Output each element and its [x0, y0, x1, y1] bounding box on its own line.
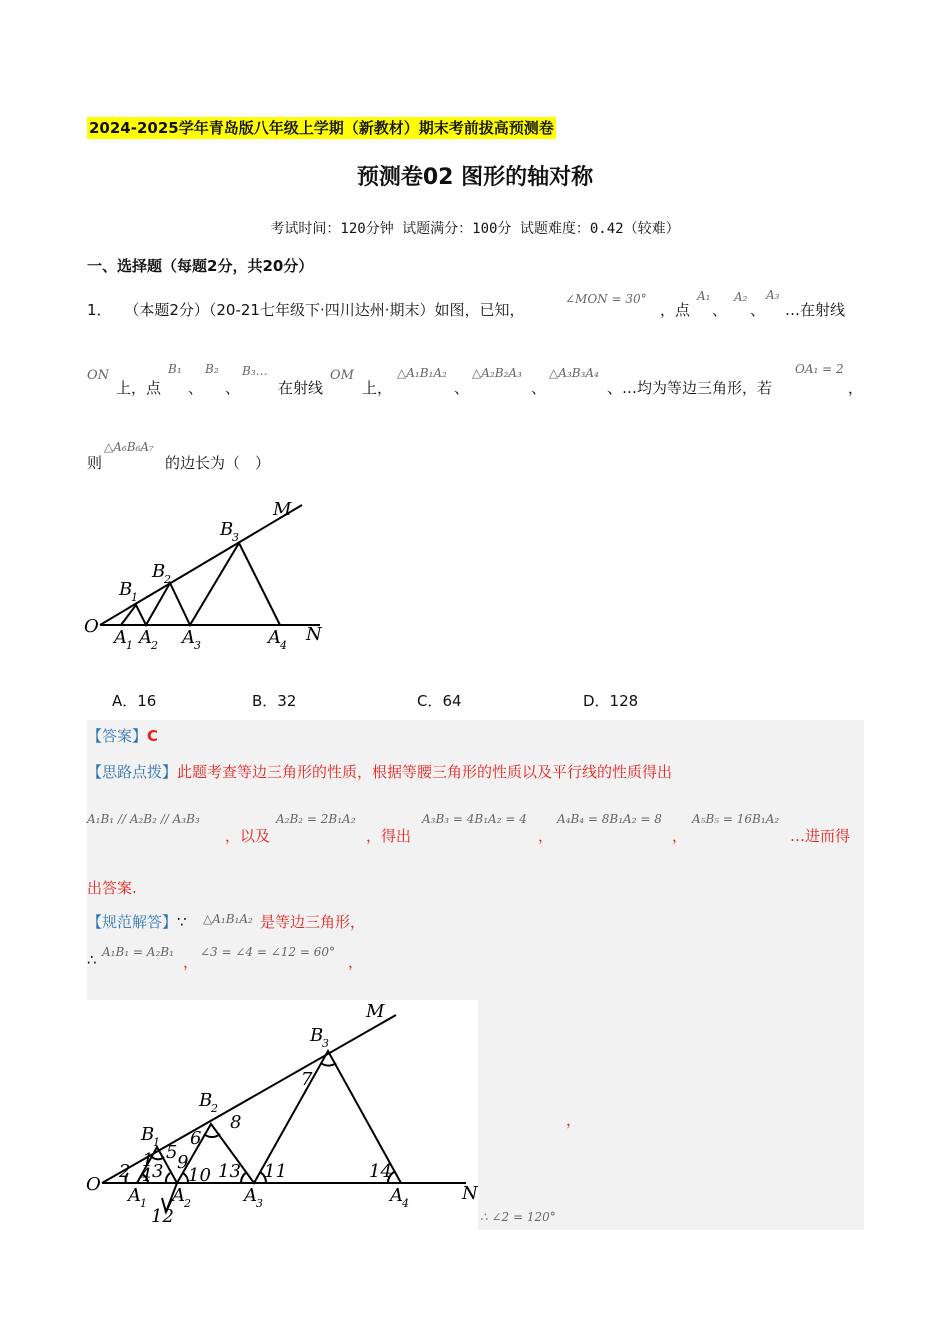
- fig2-label-a2: A: [172, 1185, 185, 1206]
- solution-formula-2: ∠3 = ∠4 = ∠12 = 60°: [200, 945, 336, 959]
- hint-tag: 【思路点拨】: [87, 763, 178, 781]
- text-om: 在射线: [278, 379, 324, 397]
- figure-1: [80, 495, 340, 655]
- fig1-label-a4: A: [268, 627, 281, 648]
- fig2-label-o: O: [86, 1174, 101, 1195]
- fig2-angle-9: 9: [177, 1152, 189, 1173]
- fig2-label-a3: A: [244, 1185, 257, 1206]
- fig2-angle-8: 8: [230, 1112, 242, 1133]
- fig1-label-m: M: [273, 499, 292, 520]
- exam-meta: 考试时间：120分钟 试题满分：100分 试题难度：0.42（较难）: [270, 221, 680, 237]
- fig2-angle-14: 14: [369, 1161, 392, 1182]
- question-number: 1．: [87, 301, 112, 319]
- fig1-label-b3: B: [220, 519, 234, 540]
- hint-get: ，得出: [366, 827, 412, 845]
- oa1-formula: OA₁ = 2: [795, 362, 844, 376]
- comma-1: ，: [848, 379, 864, 397]
- fig2-angle-11: 11: [264, 1161, 287, 1182]
- solution-because: ∵: [177, 913, 187, 931]
- text-on: …在射线: [785, 301, 846, 319]
- fig2-label-a3-sub: 3: [256, 1197, 263, 1210]
- text-up: 上，点: [116, 379, 162, 397]
- sep-1: 、: [712, 301, 728, 319]
- text-then: 则: [87, 454, 103, 472]
- sep-6: 、: [531, 379, 547, 397]
- hint-then: …进而得: [790, 827, 851, 845]
- label-b1: B₁: [168, 362, 182, 376]
- sep-5: 、: [454, 379, 470, 397]
- fig1-label-b2-sub: 2: [164, 573, 171, 586]
- text-eq: 、…均为等边三角形，若: [607, 379, 773, 397]
- fig2-label-a1-sub: 1: [140, 1197, 147, 1210]
- answer-value: C: [147, 727, 159, 745]
- solution-therefore: ∴: [87, 951, 97, 969]
- option-c[interactable]: C．64: [417, 692, 462, 710]
- fig1-label-b2: B: [152, 561, 166, 582]
- fig2-label-a2-sub: 2: [184, 1197, 191, 1210]
- answer-line: [87, 726, 158, 746]
- exam-banner: 2024-2025学年青岛版八年级上学期（新教材）期末考前拔高预测卷: [89, 119, 554, 137]
- text-point: ，点: [660, 301, 691, 319]
- fig2-angle-2: 2: [119, 1161, 131, 1182]
- fig2-label-b1-sub: 1: [153, 1136, 160, 1149]
- label-a3: A₃: [766, 288, 780, 302]
- solution-equilateral: 是等边三角形，: [260, 913, 366, 931]
- fig1-label-n: N: [306, 624, 322, 645]
- fig1-label-b1-sub: 1: [131, 591, 138, 604]
- option-d[interactable]: D．128: [583, 692, 639, 710]
- fig2-label-b2-sub: 2: [211, 1102, 218, 1115]
- solution-comma-2: ，: [348, 953, 364, 971]
- triangle-2: △A₂B₂A₃: [472, 366, 522, 380]
- hint-formula-2: A₂B₂ = 2B₁A₂: [276, 812, 356, 826]
- fig2-angle-6: 6: [190, 1128, 202, 1149]
- hint-and: ，以及: [225, 827, 271, 845]
- fig1-label-a1: A: [114, 627, 127, 648]
- fig2-label-a4: A: [390, 1185, 403, 1206]
- fig1-label-o: O: [84, 616, 99, 637]
- hint-comma-1: ，: [538, 827, 554, 845]
- solution-comma-1: ，: [183, 953, 199, 971]
- fig2-angle-3: 3: [152, 1161, 164, 1182]
- hint-formula-4: A₄B₄ = 8B₁A₂ = 8: [557, 812, 662, 826]
- hint-formula-5: A₅B₅ = 16B₁A₂: [692, 812, 780, 826]
- fig2-angle-4: 4: [140, 1165, 152, 1186]
- fig1-label-b1: B: [119, 579, 133, 600]
- figure-2: [86, 1000, 478, 1228]
- fig2-label-a4-sub: 4: [402, 1197, 409, 1210]
- hint-comma-2: ，: [672, 827, 688, 845]
- label-b3: B₃…: [242, 364, 268, 378]
- answer-tag: 【答案】: [87, 727, 148, 745]
- fig2-angle-7: 7: [301, 1069, 313, 1090]
- fig2-label-n: N: [462, 1183, 478, 1204]
- triangle-6: △A₆B₆A₇: [104, 440, 154, 454]
- fig1-label-b3-sub: 3: [232, 531, 239, 544]
- solution-formula-1: A₁B₁ = A₂B₁: [102, 945, 174, 959]
- question-line-1: [87, 300, 525, 320]
- solution-tag: 【规范解答】: [87, 913, 178, 931]
- question-source: （本题2分）（20-21七年级下·四川达州·期末）如图，已知，: [124, 301, 525, 319]
- fig2-label-m: M: [366, 1001, 385, 1022]
- figure-trailing-comma: ，: [566, 1111, 582, 1129]
- fig2-label-b3: B: [310, 1025, 324, 1046]
- fig2-label-a1: A: [128, 1185, 141, 1206]
- hint-formula-3: A₃B₃ = 4B₁A₂ = 4: [422, 812, 527, 826]
- angle-formula: ∠MON = 30°: [565, 292, 647, 306]
- fig2-angle-10: 10: [188, 1165, 211, 1186]
- solution-triangle: △A₁B₁A₂: [203, 912, 253, 926]
- label-a1: A₁: [697, 289, 711, 303]
- hint-end: 出答案.: [87, 879, 137, 897]
- sep-4: 、: [225, 379, 241, 397]
- triangle-1: △A₁B₁A₂: [397, 366, 447, 380]
- ray-om: OM: [330, 368, 354, 383]
- fig2-label-b2: B: [199, 1090, 213, 1111]
- fig2-angle-1: 1: [142, 1150, 154, 1171]
- page-title: 预测卷02 图形的轴对称: [356, 165, 594, 190]
- hint-line: [87, 762, 672, 782]
- option-a[interactable]: A．16: [112, 692, 157, 710]
- fig2-label-b3-sub: 3: [322, 1037, 329, 1050]
- fig2-angle-12: 12: [151, 1206, 174, 1227]
- hint-text: 此题考查等边三角形的性质，根据等腰三角形的性质以及平行线的性质得出: [177, 763, 673, 781]
- triangle-3: △A₃B₃A₄: [549, 366, 599, 380]
- sep-3: 、: [188, 379, 204, 397]
- ray-on: ON: [87, 368, 110, 383]
- text-up2: 上，: [362, 379, 393, 397]
- option-b[interactable]: B．32: [252, 692, 297, 710]
- fig1-label-a2-sub: 2: [151, 639, 158, 652]
- fig1-label-a3-sub: 3: [194, 639, 201, 652]
- answer-panel-right: [478, 1000, 864, 1230]
- fig2-angle-13: 13: [218, 1161, 241, 1182]
- angle-2-result: ∴ ∠2 = 120°: [480, 1210, 556, 1224]
- solution-line-1: [87, 912, 187, 932]
- sep-2: 、: [750, 301, 766, 319]
- hint-formula-1: A₁B₁ // A₂B₂ // A₃B₃: [87, 812, 200, 826]
- fig1-label-a2: A: [139, 627, 152, 648]
- fig1-label-a1-sub: 1: [126, 639, 133, 652]
- fig2-label-b1: B: [141, 1124, 155, 1145]
- label-b2: B₂: [205, 362, 219, 376]
- fig1-label-a3: A: [182, 627, 195, 648]
- text-len: 的边长为（ ）: [165, 454, 271, 472]
- fig2-angle-5: 5: [166, 1142, 178, 1163]
- label-a2: A₂: [734, 290, 748, 304]
- fig1-label-a4-sub: 4: [280, 639, 287, 652]
- section-title: 一、选择题（每题2分，共20分）: [87, 257, 314, 275]
